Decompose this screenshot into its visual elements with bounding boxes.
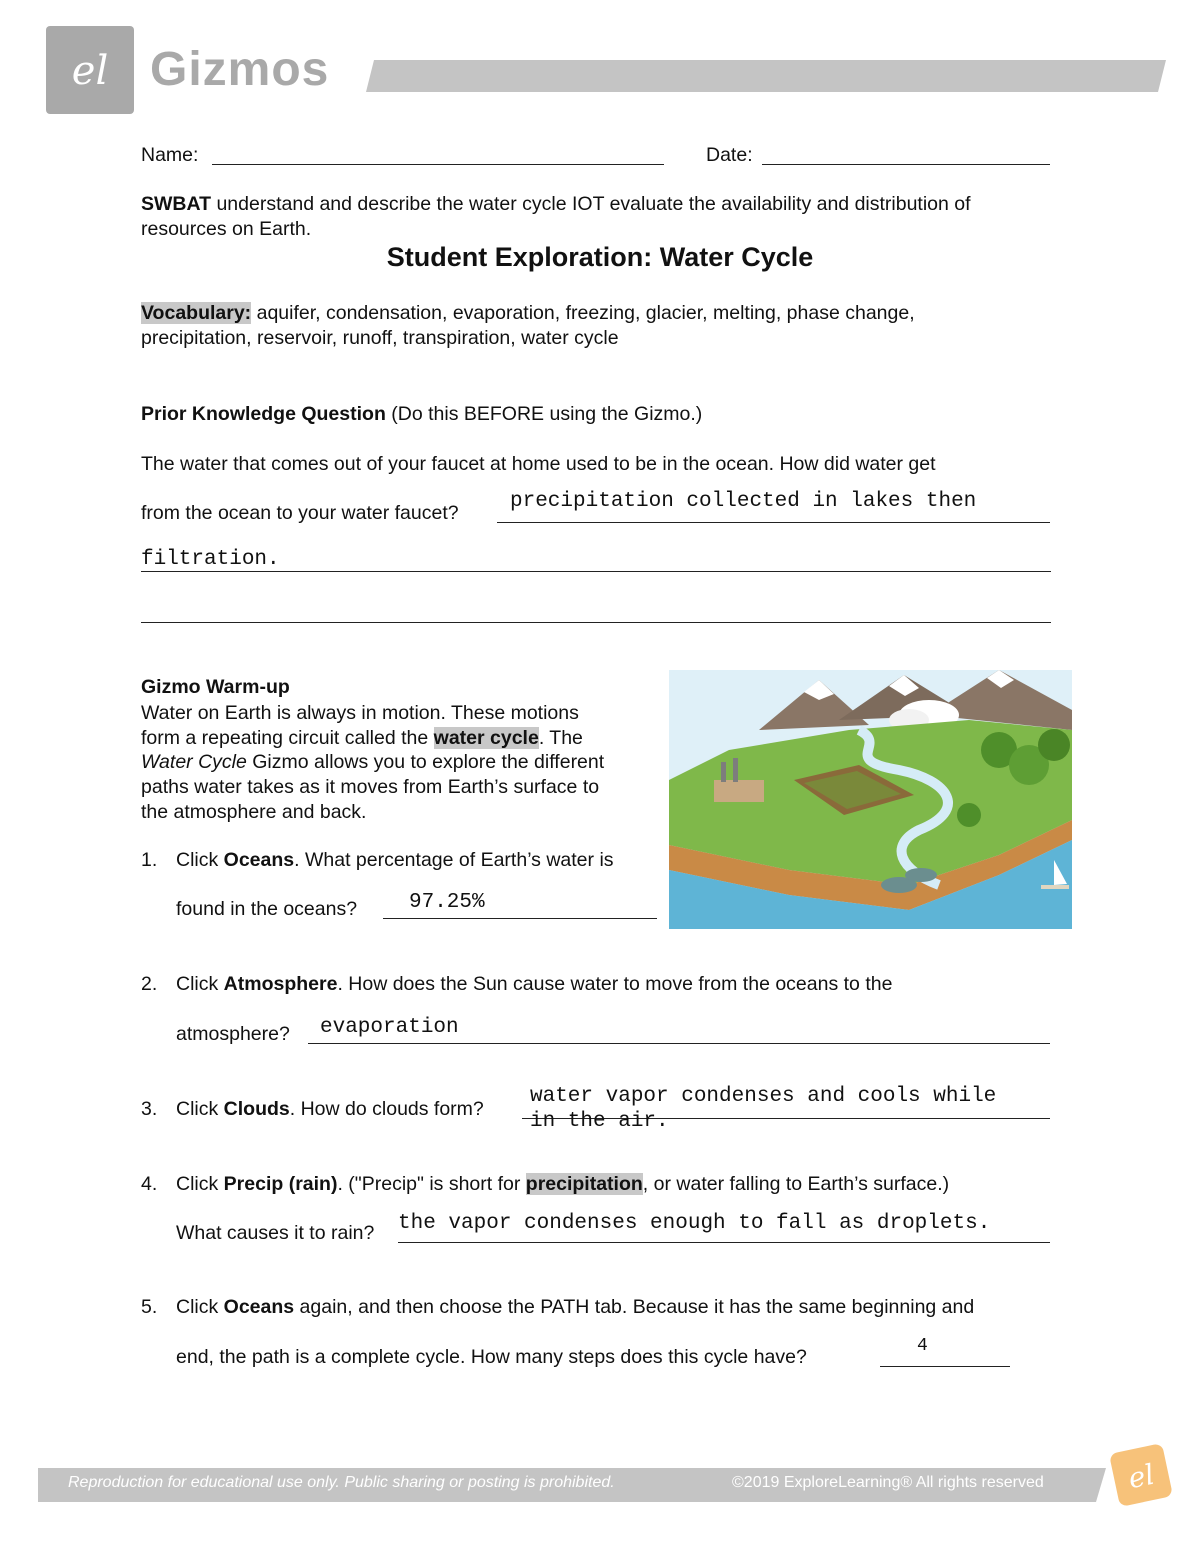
prior-knowledge-note: (Do this BEFORE using the Gizmo.): [385, 403, 703, 425]
prior-answer-text2: filtration.: [141, 548, 280, 571]
question-1-bold: Oceans: [223, 849, 295, 871]
question-4-answer-line[interactable]: [398, 1242, 1050, 1243]
prior-knowledge-heading: [141, 403, 702, 426]
vocabulary-terms: aquifer, condensation, evaporation, freezing, glacier, melting, phase change,: [251, 302, 915, 324]
header-logo-text: Gizmos: [150, 43, 330, 96]
question-4-term: precipitation: [525, 1173, 643, 1195]
question-2-text: [176, 973, 892, 996]
question-5-number: 5.: [141, 1296, 158, 1318]
question-1-number: 1.: [141, 849, 158, 871]
question-5-answer-line[interactable]: [880, 1366, 1010, 1367]
swbat-line1: [141, 193, 971, 216]
question-3-answer-line2: in the air.: [530, 1110, 669, 1133]
question-2-post: . How does the Sun cause water to move from the oceans to the: [337, 973, 893, 995]
warmup-line5: the atmosphere and back.: [141, 800, 367, 823]
vocabulary-line2: precipitation, reservoir, runoff, transpiration, water cycle: [141, 327, 619, 349]
question-3-number: 3.: [141, 1098, 158, 1120]
question-4-number: 4.: [141, 1173, 158, 1195]
name-field[interactable]: [212, 164, 664, 165]
question-5-bold: Oceans: [223, 1296, 295, 1318]
question-1-answer: 97.25%: [409, 891, 485, 914]
question-4-post-a: . ("Precip" is short for: [337, 1173, 526, 1195]
question-4-line2: What causes it to rain?: [176, 1222, 375, 1244]
date-label: Date:: [706, 144, 753, 166]
prior-question-line2: from the ocean to your water faucet?: [141, 502, 459, 524]
question-4-pre: Click: [176, 1173, 224, 1195]
footer-right-text: ©2019 ExploreLearning® All rights reserved: [732, 1474, 1044, 1491]
question-1-answer-line[interactable]: [383, 918, 657, 919]
warmup-line2a: form a repeating circuit called the: [141, 726, 434, 749]
question-4-text: [176, 1173, 949, 1196]
question-3-pre: Click: [176, 1098, 224, 1120]
prior-answer-text1: precipitation collected in lakes then: [510, 490, 977, 513]
question-1-text: [176, 849, 614, 872]
warmup-paragraph: [141, 701, 604, 825]
warmup-line2: [141, 726, 604, 751]
page-title: Student Exploration: Water Cycle: [386, 242, 814, 272]
header-bar: [366, 60, 1166, 92]
prior-answer-line2[interactable]: [141, 571, 1051, 572]
question-3-text: [176, 1098, 484, 1121]
warmup-line3: [141, 750, 604, 775]
explorelearning-logo-icon: [46, 26, 134, 114]
prior-knowledge-title: Prior Knowledge Question: [141, 403, 386, 425]
warmup-line2b: . The: [538, 726, 583, 749]
footer-left-text: Reproduction for educational use only. Public sharing or posting is prohibited.: [68, 1474, 615, 1491]
question-2-number: 2.: [141, 973, 158, 995]
question-2-answer-line[interactable]: [308, 1043, 1050, 1044]
warmup-line1: Water on Earth is always in motion. These motions: [141, 702, 579, 724]
warmup-line4: paths water takes as it moves from Earth’s surface to: [141, 776, 600, 799]
question-3-answer-line1: water vapor condenses and cools while: [530, 1085, 997, 1108]
question-1-pre: Click: [176, 849, 224, 871]
warmup-term: water cycle: [433, 726, 539, 749]
question-1-line2: found in the oceans?: [176, 898, 358, 920]
swbat-text: understand and describe the water cycle IOT evaluate the availability and distribution of: [211, 193, 971, 215]
prior-question-line1: The water that comes out of your faucet at home used to be in the ocean. How did water get: [141, 453, 936, 475]
logo-mark-text: el: [71, 48, 109, 94]
question-2-line2: atmosphere?: [176, 1023, 290, 1045]
prior-answer-line1[interactable]: [497, 522, 1050, 523]
question-5-pre: Click: [176, 1296, 224, 1318]
question-5-answer: 4: [917, 1336, 928, 1356]
warmup-gizmo-name: Water Cycle: [141, 751, 247, 774]
date-field[interactable]: [762, 164, 1050, 165]
warmup-line3b: Gizmo allows you to explore the different: [246, 751, 605, 774]
footer-logo-mark: el: [1125, 1457, 1158, 1496]
water-cycle-illustration: [669, 670, 1072, 929]
question-1-post: . What percentage of Earth’s water is: [294, 849, 614, 871]
vocabulary-line1: [141, 302, 915, 325]
question-4-post-b: , or water falling to Earth’s surface.): [642, 1173, 950, 1195]
header-logo: [46, 26, 134, 114]
swbat-lead: SWBAT: [141, 193, 212, 215]
question-2-answer: evaporation: [320, 1016, 459, 1039]
question-5-line2: end, the path is a complete cycle. How many steps does this cycle have?: [176, 1346, 807, 1368]
question-4-bold: Precip (rain): [223, 1173, 338, 1195]
question-2-pre: Click: [176, 973, 224, 995]
question-5-post: again, and then choose the PATH tab. Because it has the same beginning and: [294, 1296, 975, 1318]
question-3-bold: Clouds: [223, 1098, 290, 1120]
name-label: Name:: [141, 144, 199, 166]
prior-answer-line3[interactable]: [141, 622, 1051, 623]
question-2-bold: Atmosphere: [223, 973, 338, 995]
vocabulary-label: Vocabulary:: [141, 302, 252, 324]
warmup-heading: Gizmo Warm-up: [141, 676, 290, 698]
question-4-answer: the vapor condenses enough to fall as droplets.: [398, 1212, 991, 1235]
question-3-post: . How do clouds form?: [289, 1098, 484, 1120]
footer-logo-icon: [1106, 1440, 1176, 1510]
question-5-text: [176, 1296, 974, 1319]
swbat-line2: resources on Earth.: [141, 218, 312, 240]
